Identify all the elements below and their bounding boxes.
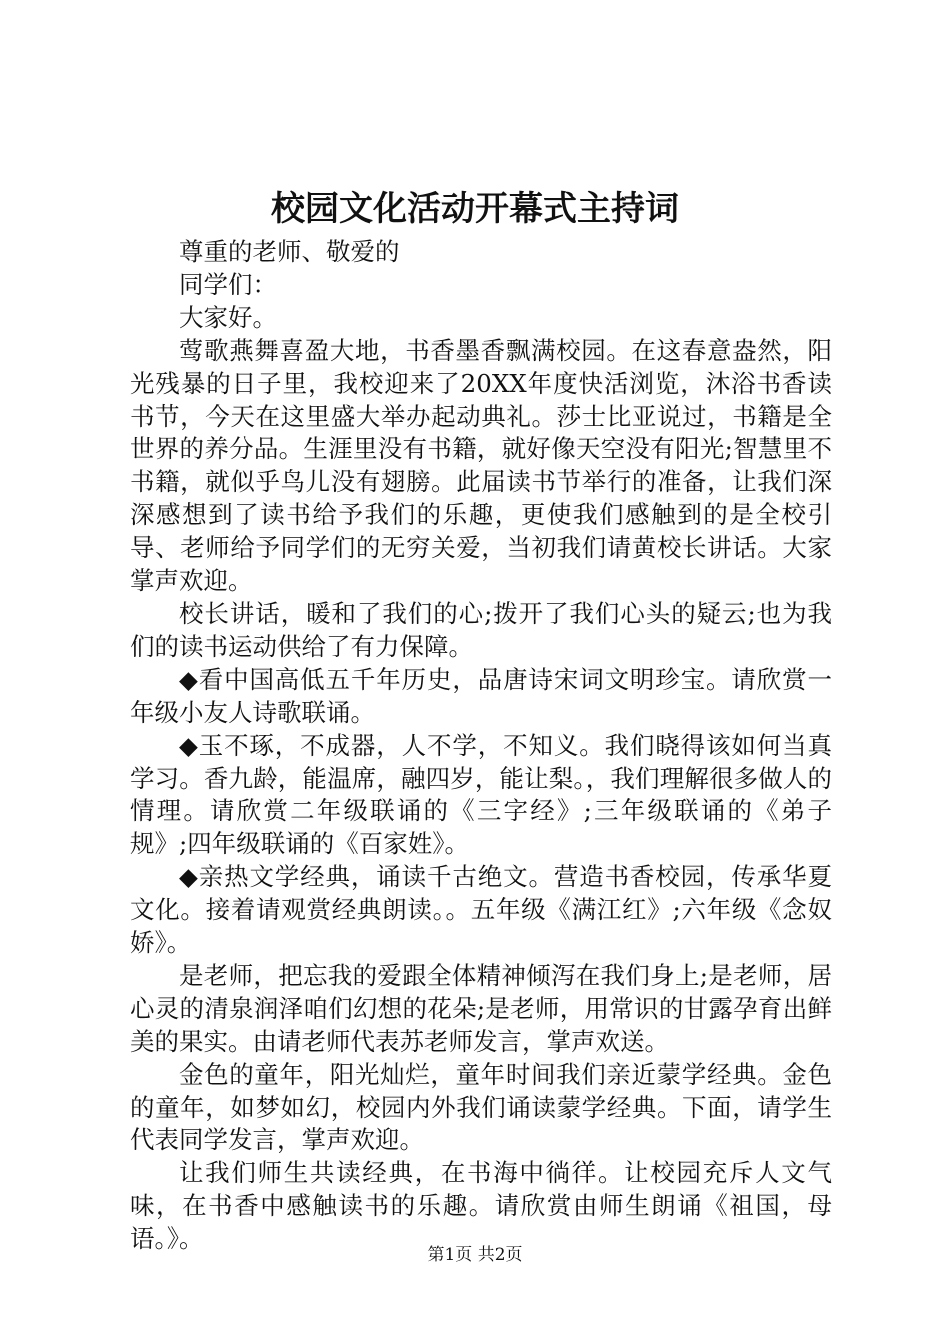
page-footer: 第1页 共2页 [427,1245,523,1265]
paragraph-student-speech: 金色的童年，阳光灿烂，童年时间我们亲近蒙学经典。金色的童年，如梦如幻，校园内外我们诵读蒙学经典。下面，请学生代表同学发言，掌声欢迎。 [130,1059,832,1155]
page-title: 校园文化活动开幕式主持词 [271,189,679,229]
document-body [130,236,832,1256]
paragraph-greeting: 大家好。 [179,302,277,332]
paragraph-closing-recital: 让我们师生共读经典，在书海中徜徉。让校园充斥人文气味，在书香中感触读书的乐趣。请欣赏由师生朗诵《祖国，母语。》。 [130,1158,832,1254]
paragraph-principal-speech: 校长讲话，暖和了我们的心;拨开了我们心头的疑云;也为我们的读书运动供给了有力保障。 [130,598,832,661]
paragraph-grade-one: ◆看中国高低五千年历史，品唐诗宋词文明珍宝。请欣赏一年级小友人诗歌联诵。 [130,664,832,727]
paragraph-teacher-speech: 是老师，把忘我的爱跟全体精神倾泻在我们身上;是老师，居心灵的清泉润泽咱们幻想的花朵;是老师，用常识的甘露孕育出鲜美的果实。由请老师代表苏老师发言，掌声欢送。 [130,960,832,1056]
paragraph-salutation-1: 尊重的老师、敬爱的 [179,237,400,266]
paragraph-poetry-reading: ◆亲热文学经典，诵读千古绝文。营造书香校园，传承华夏文化。接着请观赏经典朗读。。五年级《满江红》;六年级《念奴娇》。 [130,862,832,958]
paragraph-opening: 莺歌燕舞喜盈大地，书香墨香飘满校园。在这春意盎然，阳光残暴的日子里，我校迎来了20XX年度快活浏览，沐浴书香读书节，今天在这里盛大举办起动典礼。莎士比亚说过，书籍是全世界的养分品。生涯里没有书籍，就好像天空没有阳光;智慧里不书籍，就似乎鸟儿没有翅膀。此届读书节举行的准备，让我们深深感想到了读书给予我们的乐趣，更使我们感触到的是全校引导、老师给予同学们的无穷关爱，当初我们请黄校长讲话。大家掌声欢迎。 [130,335,832,596]
paragraph-salutation-2: 同学们： [179,269,277,299]
paragraph-classics-recital: ◆玉不琢，不成器，人不学，不知义。我们晓得该如何当真学习。香九龄，能温席，融四岁，能让梨。，我们理解很多做人的情理。请欣赏二年级联诵的《三字经》;三年级联诵的《弟子规》;四年级联诵的《百家姓》。 [130,730,832,859]
